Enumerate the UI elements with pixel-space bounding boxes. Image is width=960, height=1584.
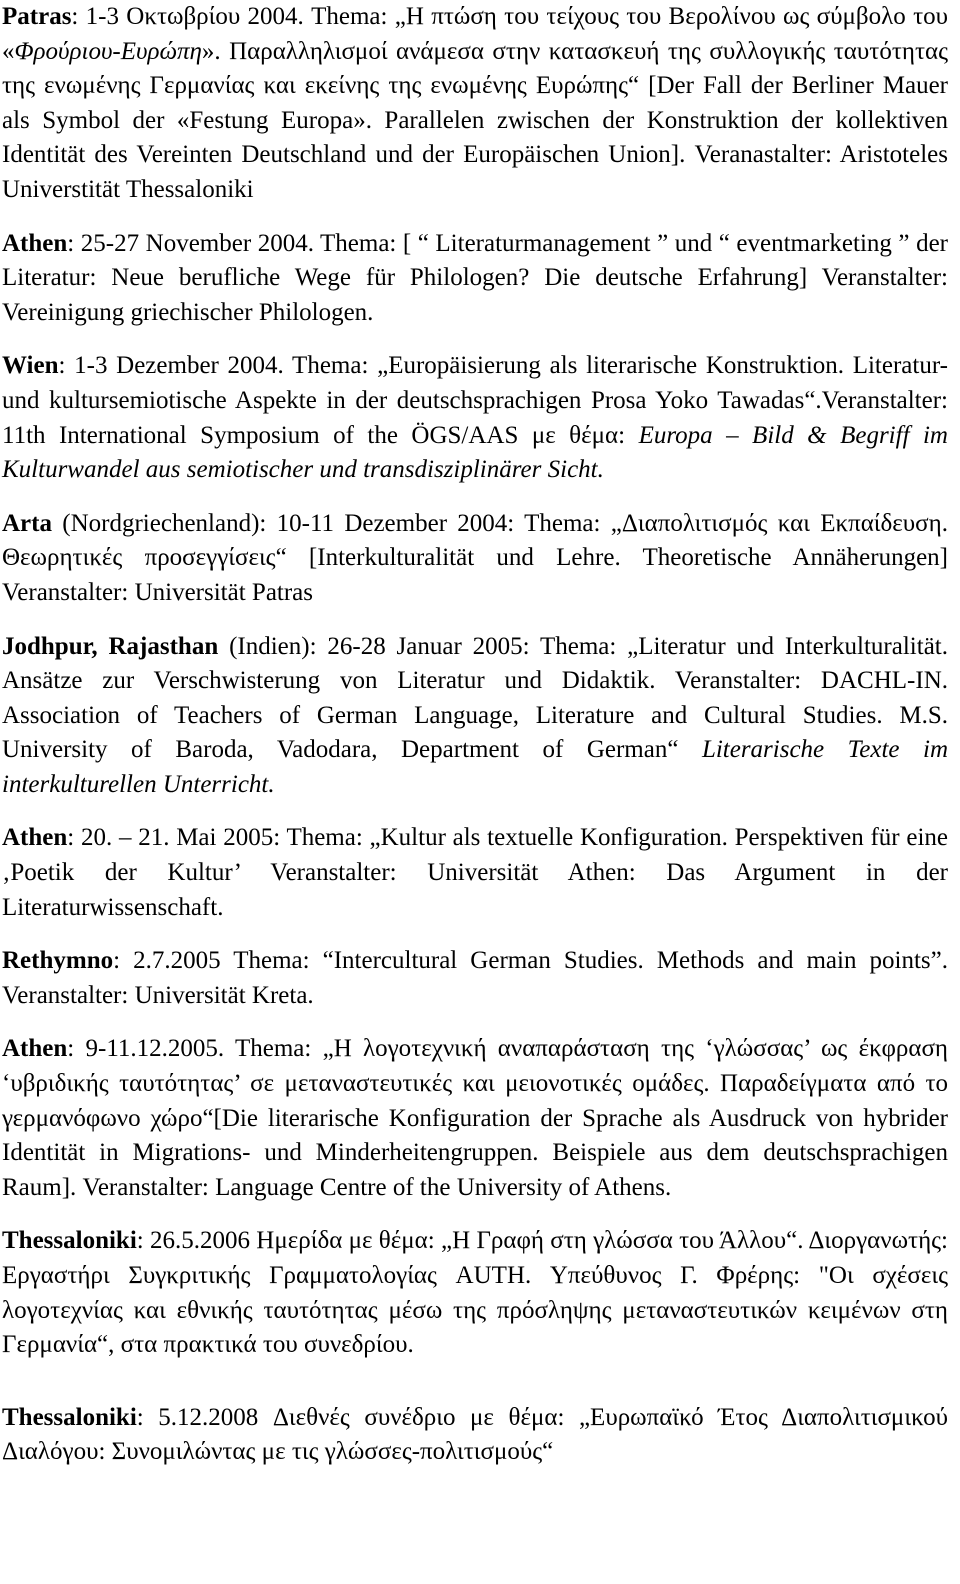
event-place: Athen (2, 229, 68, 257)
event-text: : 9-11.12.2005. Thema: „Η λογοτεχνική αναπαράσταση της ‘γλώσσας’ ως έκφραση ‘υβριδικής ταυτότητας’ σε μεταναστευτικές και μειονοτικές ομάδες. Παραδείγματα από το γερμανόφωνο χώρο“[Die literarische Konfiguration der Sprache als Ausdruck von hybrider Identität in Migrations- und Minderheitengruppen. Beispiele aus dem deutschsprachigen Raum]. Veranstalter: Language Centre of the University of Athens. (2, 1035, 948, 1201)
event-entry-patras (2, 0, 948, 208)
event-text: (Nordgriechenland): 10-11 Dezember 2004: Thema: „Διαπολιτισμός και Εκπαίδευση. Θεωρητικές προσεγγίσεις“ [Interkulturalität und Lehre. Theoretische Annäherungen] Veranstalter: Universität Patras (2, 509, 948, 606)
event-entry-arta (2, 507, 948, 611)
event-place: Arta (2, 509, 52, 537)
event-entry-athen-2005-mai (2, 821, 948, 925)
event-entry-athen-2004 (2, 227, 948, 331)
event-text-italic: Europa – Bild & Begriff im Kulturwandel aus semiotischer und transdisziplinärer Sicht. (2, 421, 948, 484)
event-entry-thessaloniki-2006 (2, 1224, 948, 1362)
event-text: : 1-3 Dezember 2004. Thema: „Europäisierung als literarische Konstruktion. Literatur- und kultursemiotische Aspekte in der deutschsprachigen Prosa Yoko Tawadas“.Veranstalter: 11th International Symposium of the ÖGS/AAS με θέμα: (2, 352, 948, 449)
event-place: Wien (2, 352, 59, 380)
event-entry-thessaloniki-2008 (2, 1401, 948, 1470)
event-entry-jodhpur (2, 630, 948, 803)
event-place: Patras (2, 3, 72, 30)
event-place: Rethymno (2, 947, 114, 975)
event-entry-rethymno (2, 944, 948, 1013)
event-place: Jodhpur, Rajasthan (2, 632, 219, 660)
event-text-italic: Φρούριου-Ευρώπη (14, 37, 202, 65)
event-place: Thessaloniki (2, 1403, 137, 1431)
event-entry-athen-2005-dez (2, 1032, 948, 1205)
event-entry-wien (2, 349, 948, 487)
event-place: Athen (2, 1035, 68, 1063)
event-text: : 5.12.2008 Διεθνές συνέδριο με θέμα: „Ευρωπαϊκό Έτος Διαπολιτισμικού Διαλόγου: Συνομιλώντας με τις γλώσσες-πολιτισμούς“ (2, 1403, 948, 1466)
event-place: Athen (2, 824, 68, 852)
event-text-italic: Literarische Texte im interkulturellen Unterricht. (2, 736, 948, 798)
event-text: : 2.7.2005 Thema: “Intercultural German Studies. Methods and main points”. Veranstalter: Universität Kreta. (2, 947, 948, 1009)
event-text: : 20. – 21. Mai 2005: Thema: „Kultur als textuelle Konfiguration. Perspektiven für eine ‚Poetik der Kultur’ Veranstalter: Universität Athen: Das Argument in der Literaturwissenschaft. (2, 824, 948, 921)
event-text: : 25-27 November 2004. Thema: [ “ Literaturmanagement ” und “ eventmarketing ” der Literatur: Neue berufliche Wege für Philologen? Die deutsche Erfahrung] Veranstalter: Vereinigung griechischer Philologen. (2, 229, 948, 326)
event-text: : 26.5.2006 Ημερίδα με θέμα: „Η Γραφή στη γλώσσα του Άλλου“. Διοργανωτής: Εργαστήρι Συγκριτικής Γραμματολογίας AUTH. Υπεύθυνος Γ. Φρέρης: "Οι σχέσεις λογοτεχνίας και εθνικής ταυτότητας μέσω της πρόσληψης μεταναστευτικών κειμένων στη Γερμανία“, στα πρακτικά του συνεδρίου. (2, 1227, 948, 1359)
event-text: ». Παραλληλισμοί ανάμεσα στην κατασκευή της συλλογικής ταυτότητας της ενωμένης Γερμανίας και εκείνης της ενωμένης Ευρώπης“ [Der Fall der Berliner Mauer als Symbol der «Festung Europa». Parallelen zwischen der Konstruktion der kollektiven Identität des Vereinten Deutschland und der Europäischen Union]. Veranastalter: Aristoteles Universtität Thessaloniki (2, 37, 948, 203)
event-text: : 1-3 Οκτωβρίου 2004. Thema: „Η πτώση του τείχους του Βερολίνου ως σύμβολο του « (2, 3, 948, 65)
event-place: Thessaloniki (2, 1227, 137, 1255)
event-text: (Indien): 26-28 Januar 2005: Thema: „Literatur und Interkulturalität. Ansätze zur Verschwisterung von Literatur und Didaktik. Veranstalter: DACHL-IN. Association of Teachers of German Language, Literature and Cultural Studies. M.S. University of Baroda, Vadodara, Department of German“ (2, 632, 948, 764)
